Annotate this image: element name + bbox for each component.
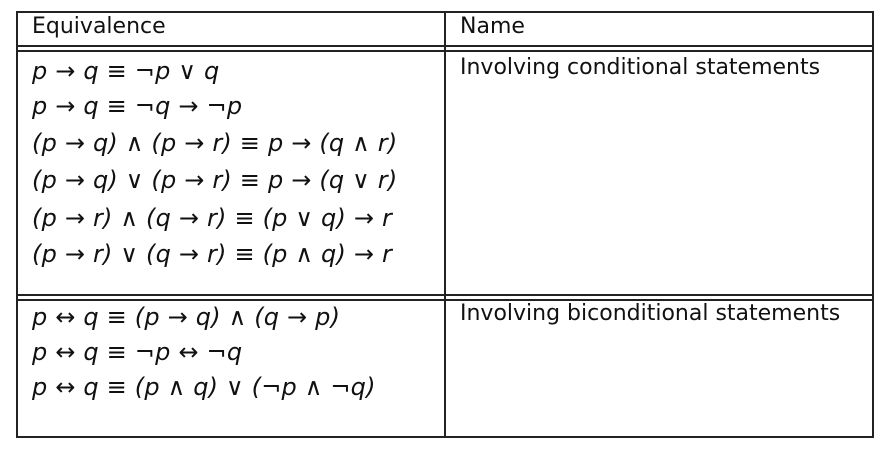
equivalences-table [16, 11, 874, 438]
table-left-border [16, 11, 18, 438]
column-divider [444, 11, 446, 438]
table-right-border [872, 11, 874, 438]
group-name-biconditional: Involving biconditional statements [460, 301, 841, 326]
equivalence-row: p ↔ q ≡ ¬p ↔ ¬q [32, 338, 243, 366]
equivalence-row: (p → q) ∧ (p → r) ≡ p → (q ∧ r) [32, 129, 398, 157]
header-equivalence: Equivalence [32, 14, 166, 39]
group-name-conditional: Involving conditional statements [460, 55, 821, 80]
equivalence-row: p ↔ q ≡ (p → q) ∧ (q → p) [32, 303, 341, 331]
equivalence-row: p → q ≡ ¬q → ¬p [32, 92, 243, 120]
equivalence-row: (p → r) ∧ (q → r) ≡ (p ∨ q) → r [32, 204, 393, 232]
equivalence-row: p ↔ q ≡ (p ∧ q) ∨ (¬p ∧ ¬q) [32, 373, 376, 401]
equivalence-row: (p → q) ∨ (p → r) ≡ p → (q ∨ r) [32, 166, 398, 194]
equivalence-row: (p → r) ∨ (q → r) ≡ (p ∧ q) → r [32, 240, 393, 268]
equivalence-row: p → q ≡ ¬p ∨ q [32, 57, 220, 85]
header-name: Name [460, 14, 525, 39]
